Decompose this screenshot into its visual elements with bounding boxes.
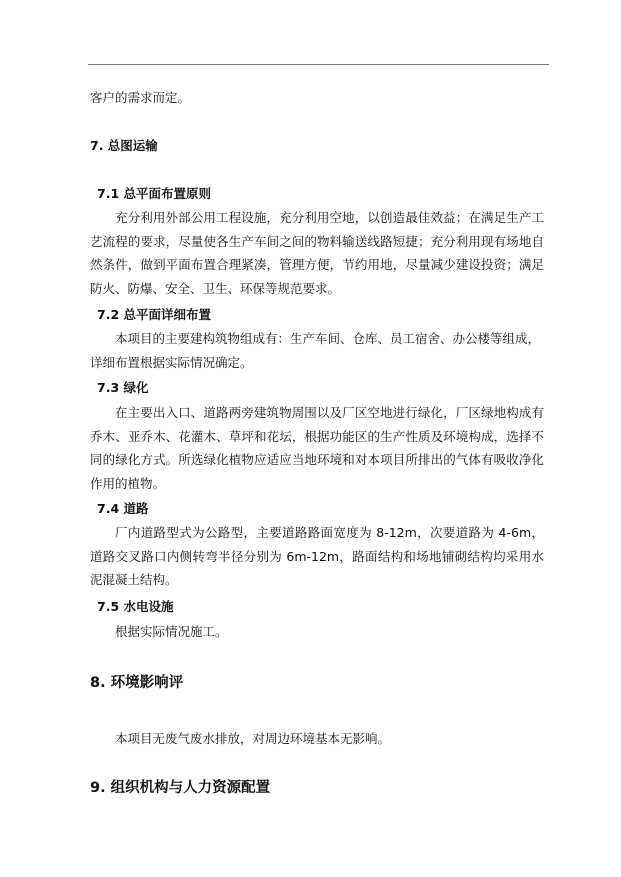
section-7-2-body-line1: 本项目的主要建构筑物组成有：生产车间、仓库、员工宿舍、办公楼等组成， [115,331,541,346]
header-rule [88,64,549,65]
section-7-5-heading: 7.5 水电设施 [97,599,174,614]
section-8-heading: 8. 环境影响评 [90,675,184,691]
section-7-3-body: 在主要出入口、道路两旁建筑物周围以及厂区空地进行绿化，厂区绿地构成有乔木、亚乔木、花灌木、草坪和花坛，根据功能区的生产性质及环境构成，选择不同的绿化方式。所选绿化植物应适应当地环境和对本项目所排出的气体有吸收净化作用的植物。 [90,405,544,491]
section-7-2-heading: 7.2 总平面详细布置 [97,307,211,322]
section-7-4-body: 厂内道路型式为公路型，主要道路路面宽度为 8-12m，次要道路为 4-6m，道路交叉路口内侧转弯半径分别为 6m-12m，路面结构和场地铺砌结构均采用水泥混凝土结构。 [90,525,544,587]
section-7-1-heading: 7.1 总平面布置原则 [97,186,211,201]
section-7-heading: 7. 总图运输 [90,138,158,153]
section-9-heading: 9. 组织机构与人力资源配置 [90,780,271,796]
section-7-2-body-line2: 详细布置根据实际情况确定。 [90,355,253,370]
section-7-3-heading: 7.3 绿化 [97,380,149,395]
section-7-5-body: 根据实际情况施工。 [115,624,228,639]
intro-text: 客户的需求而定。 [90,90,191,105]
section-8-body: 本项目无废气废水排放，对周边环境基本无影响。 [115,731,391,746]
section-7-4-heading: 7.4 道路 [97,501,149,516]
section-7-1-body: 充分利用外部公用工程设施，充分利用空地，以创造最佳效益；在满足生产工艺流程的要求，尽量使各生产车间之间的物料输送线路短捷；充分利用现有场地自然条件，做到平面布置合理紧凑，管理方便，节约用地，尽量减少建设投资；满足防火、防爆、安全、卫生、环保等规范要求。 [90,210,544,296]
